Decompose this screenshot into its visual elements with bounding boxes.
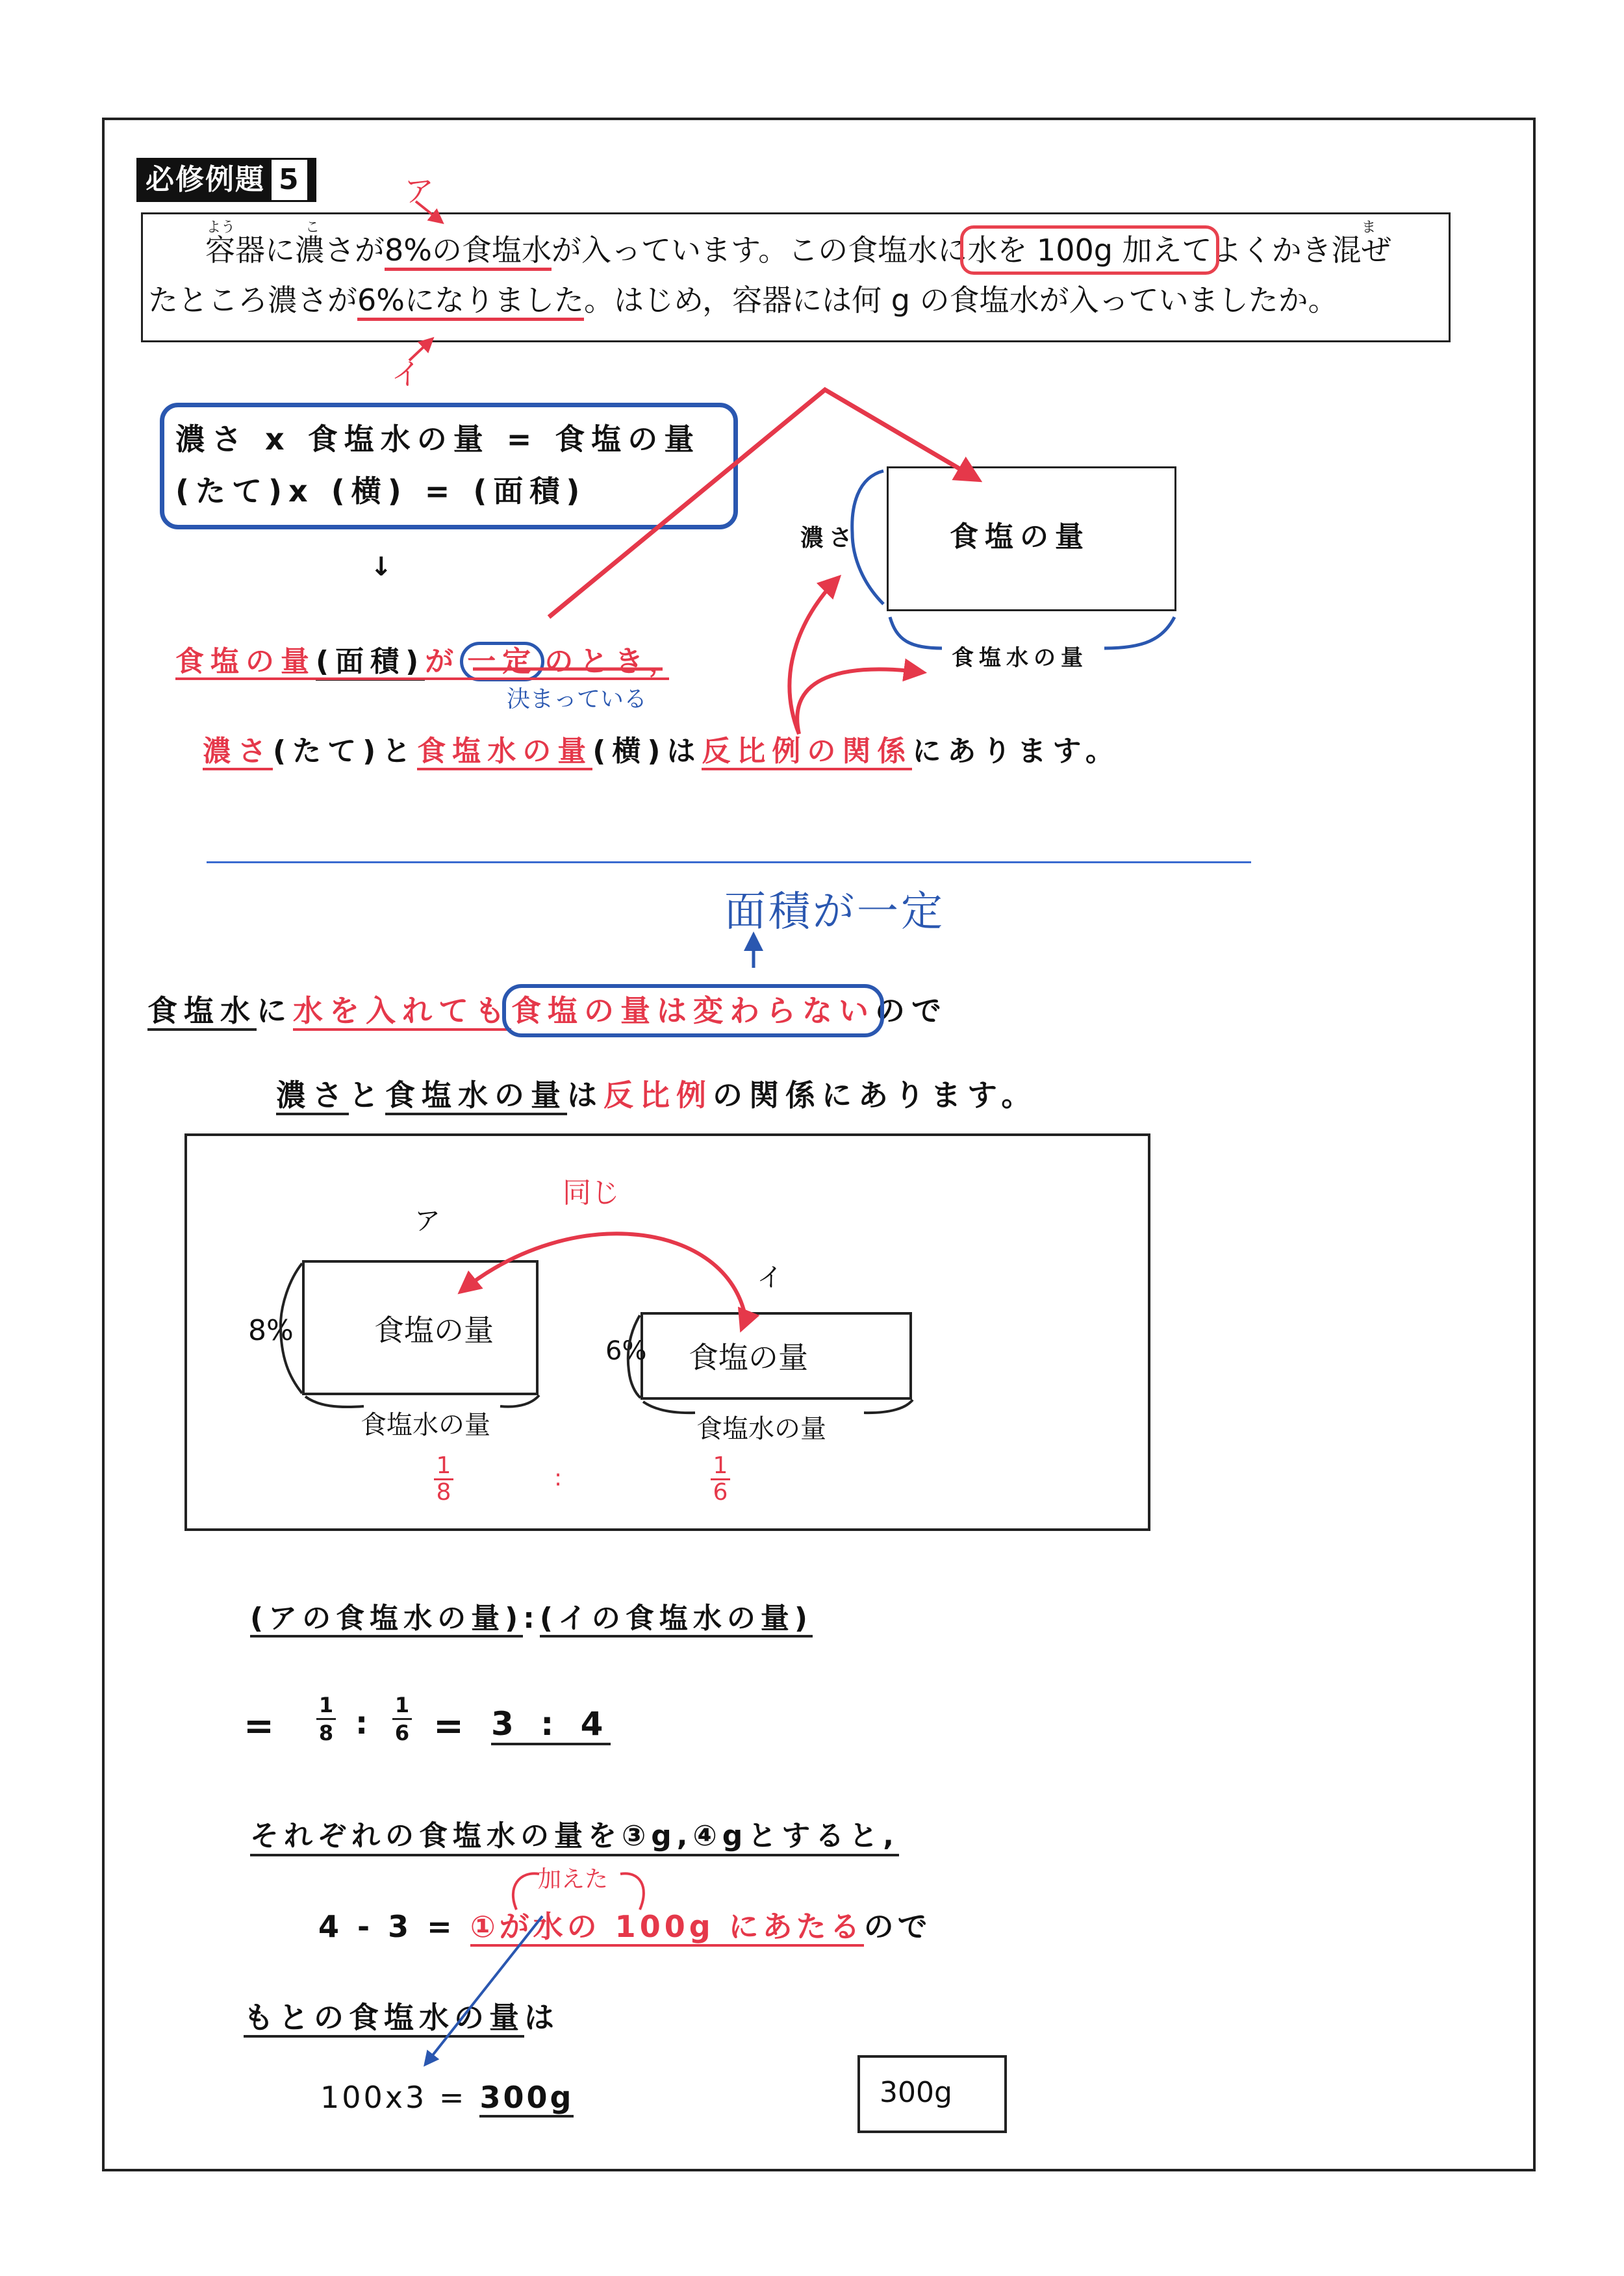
p1-e: よくかき混ぜ [1212, 233, 1391, 268]
tag-number: 5 [272, 160, 307, 200]
e1-constant: 一定 [460, 642, 544, 681]
e2-koi: 濃さ [203, 735, 273, 770]
e1-ga: が [425, 645, 461, 678]
p2-percent-6: 6%になりました [357, 283, 584, 321]
final-value: 300g [479, 2080, 574, 2118]
note-added: 加えた [538, 1866, 609, 1893]
frac2-den: 6 [392, 1718, 412, 1746]
diagram2-same: 同じ [563, 1176, 620, 1209]
mark-i: イ [391, 357, 421, 392]
mark-a: ア [404, 173, 434, 209]
ratio-a: (アの食塩水の量) [250, 1602, 523, 1637]
note-kimatte: 決まっている [507, 686, 648, 713]
diagram1-left: 濃さ [800, 525, 858, 551]
s2b-end: の関係にあります。 [713, 1078, 1038, 1113]
diagram2-a-label: ア [414, 1206, 440, 1236]
orig-ha: は [524, 2000, 559, 2035]
diagram2-a-bottom: 食塩水の量 [361, 1410, 490, 1440]
e2-inverse: 反比例の関係 [702, 735, 912, 770]
brace-water [890, 617, 1174, 648]
eq-sign-2: = [433, 1705, 470, 1747]
diagram2-i-inside: 食塩の量 [689, 1340, 808, 1375]
s2-unchanged: 食塩の量は変わらない [511, 993, 875, 1028]
e1-salt: 食塩の量 [175, 645, 316, 678]
e1-toki: のとき， [544, 645, 684, 678]
s2b-ha: は [567, 1078, 603, 1113]
calc-node: ので [863, 1909, 932, 1944]
tag-label: 必修例題 [146, 163, 265, 196]
arrow-a [416, 201, 442, 222]
brace-i-left [628, 1315, 641, 1398]
diagram2-i-pct: 6% [605, 1336, 647, 1366]
e2-tate: (たて) [273, 735, 383, 768]
diagram1-bottom: 食塩水の量 [952, 645, 1088, 671]
brace-a-left [281, 1263, 302, 1393]
p1-c: が入っています。この食塩水に [551, 233, 968, 268]
ruby-you: よう [207, 220, 236, 236]
e2-end: にあります。 [912, 735, 1121, 768]
e2-ha: は [666, 735, 702, 768]
diagram2-i-bottom: 食塩水の量 [696, 1414, 826, 1444]
diagram2-a-pct: 8% [248, 1314, 294, 1347]
diagram2-i-label: イ [757, 1263, 783, 1293]
frac2-num: 1 [394, 1693, 410, 1717]
frac-colon: : [355, 1705, 375, 1741]
p1-percent-8: 8%の食塩水 [385, 233, 552, 271]
s2-saltwater: 食塩水 [147, 993, 257, 1031]
brace-koi [852, 471, 883, 604]
i-frac-num: 1 [713, 1452, 728, 1479]
ruby-ko: こ [305, 220, 320, 236]
p2-c: 。はじめ，容器には何 g の食塩水が入っていましたか。 [583, 283, 1338, 318]
a-frac-den: 8 [434, 1478, 453, 1505]
formula-line-1: 濃さ x 食塩水の量 = 食塩の量 [175, 422, 701, 457]
s2-node: ので [875, 993, 948, 1028]
e2-water: 食塩水の量 [417, 735, 592, 770]
answer-value: 300g [880, 2076, 952, 2109]
assume-line: それぞれの食塩水の量を③g,④gとすると, [250, 1812, 899, 1856]
calc-one-water: ①が水の 100g にあたる [470, 1909, 864, 1947]
p1-a: 容器に濃さが [205, 233, 385, 268]
down-arrow: ↓ [370, 552, 399, 582]
brace-i-bottom [643, 1400, 913, 1413]
frac1-num: 1 [318, 1693, 334, 1717]
arrow-i [409, 339, 432, 360]
p1-water-100g: 水を 100g 加えて [967, 233, 1212, 268]
arrow-to-water [797, 669, 922, 734]
e2-to: と [382, 735, 418, 768]
arrow-same-i [742, 1319, 746, 1328]
arrow-constant-to-salt [549, 390, 978, 617]
e2-yoko: (横) [592, 735, 667, 768]
ruby-ma: ま [1362, 220, 1377, 236]
arrow-same-a [461, 1233, 746, 1319]
ratio-b: (イの食塩水の量) [540, 1602, 813, 1637]
brace-a-bottom [305, 1395, 539, 1407]
e1-area: (面積) [316, 645, 425, 681]
s2b-water: 食塩水の量 [385, 1078, 567, 1115]
s2-ni: に [257, 993, 293, 1028]
s2b-inverse: 反比例 [603, 1078, 713, 1113]
ratio-result: 3 : 4 [491, 1705, 611, 1745]
frac1-den: 8 [316, 1718, 336, 1746]
s2-add-water: 水を入れても [293, 993, 511, 1031]
p2-a: たところ濃さが [148, 283, 357, 318]
i-frac-den: 6 [711, 1478, 730, 1505]
final-calc: 100x3 = [320, 2080, 467, 2115]
calc-4-3: 4 - 3 = [318, 1909, 456, 1944]
note-area-constant: 面積が一定 [724, 888, 945, 936]
s2b-koi: 濃さ [276, 1078, 349, 1115]
diagram2-a-inside: 食塩の量 [374, 1313, 494, 1348]
eq-sign-1: = [244, 1705, 281, 1747]
bracket-added [513, 1873, 644, 1910]
orig-label: もとの食塩水の量 [244, 2000, 524, 2038]
ratio-colon: : [523, 1602, 540, 1635]
a-frac-num: 1 [436, 1452, 451, 1479]
formula-line-2: (たて)x (横) = (面積) [175, 474, 587, 509]
s2b-to: と [349, 1078, 385, 1113]
arrow-one-to-final [425, 1916, 542, 2064]
diagram2-colon: : [554, 1465, 563, 1491]
diagram1-inside: 食塩の量 [950, 520, 1090, 553]
